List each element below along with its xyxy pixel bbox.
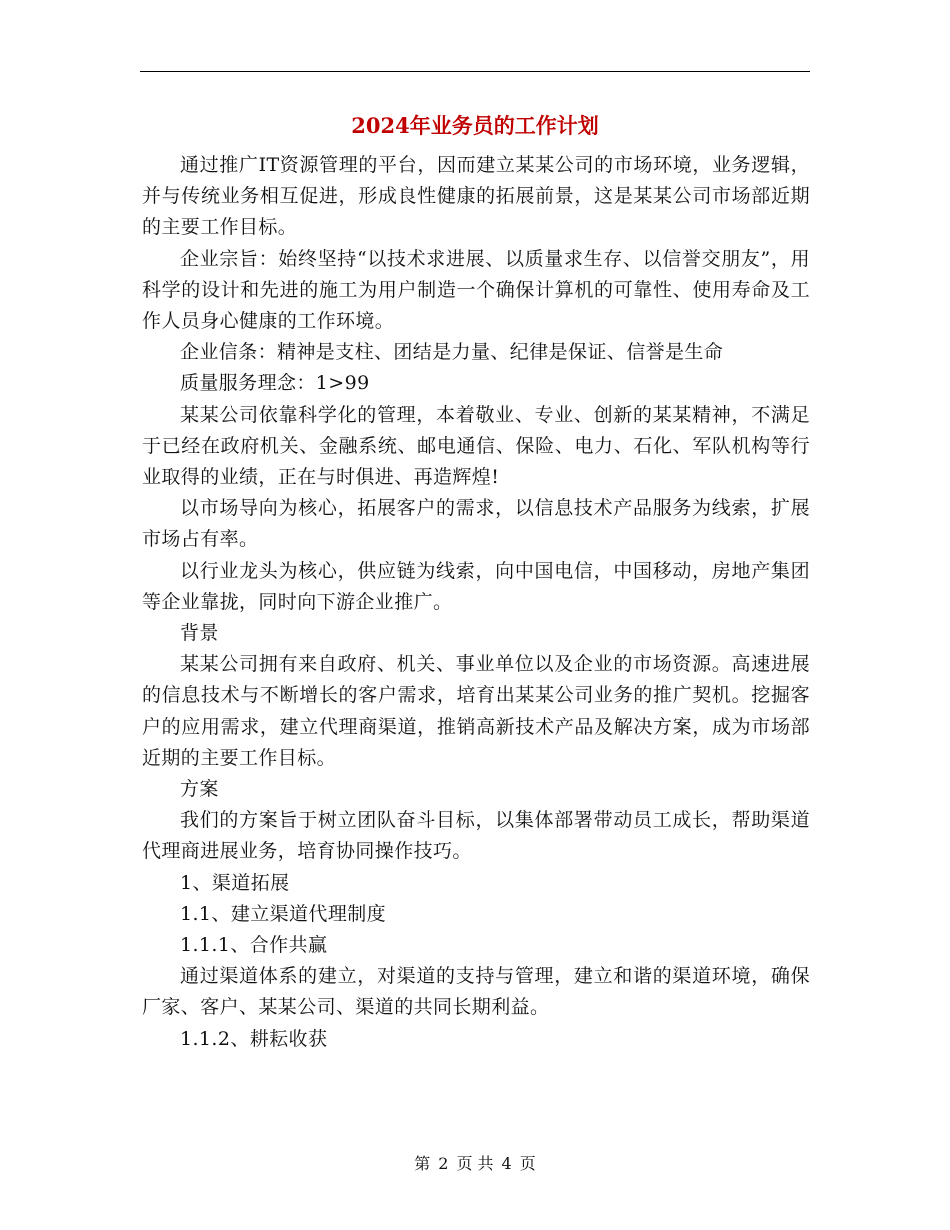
page-footer bbox=[0, 1152, 950, 1176]
paragraph: 质量服务理念：1>99 bbox=[180, 372, 370, 395]
paragraph: 企业宗旨：始终坚持“以技术求进展、以质量求生存、以信誉交朋友”，用科学的设计和先进的施工为用户制造一个确保计算机的可靠性、使用寿命及工作人员身心健康的工作环境。 bbox=[142, 247, 810, 333]
paragraph: 以市场导向为核心，拓展客户的需求，以信息技术产品服务为线索，扩展市场占有率。 bbox=[142, 497, 810, 551]
footer-prefix: 第 bbox=[414, 1154, 431, 1173]
paragraph: 某某公司依靠科学化的管理，本着敬业、专业、创新的某某精神，不满足于已经在政府机关、金融系统、邮电通信、保险、电力、石化、军队机构等行业取得的业绩，正在与时俱进、再造辉煌! bbox=[142, 403, 810, 489]
page-total: 4 bbox=[501, 1154, 512, 1173]
paragraph: 企业信条：精神是支柱、团结是力量、纪律是保证、信誉是生命 bbox=[180, 341, 724, 364]
footer-mid: 页 共 bbox=[456, 1154, 494, 1173]
document-title: 2024年业务员的工作计划 bbox=[351, 113, 599, 138]
section-heading: 1、渠道拓展 bbox=[180, 871, 290, 894]
footer-suffix: 页 bbox=[519, 1154, 536, 1173]
paragraph: 我们的方案旨于树立团队奋斗目标，以集体部署带动员工成长，帮助渠道代理商进展业务，培育协同操作技巧。 bbox=[142, 809, 810, 863]
section-heading: 背景 bbox=[180, 622, 219, 645]
paragraph: 某某公司拥有来自政府、机关、事业单位以及企业的市场资源。高速进展的信息技术与不断增长的客户需求，培育出某某公司业务的推广契机。挖掘客户的应用需求，建立代理商渠道，推销高新技术产品及解决方案，成为市场部近期的主要工作目标。 bbox=[142, 653, 810, 769]
paragraph: 通过渠道体系的建立，对渠道的支持与管理，建立和谐的渠道环境，确保厂家、客户、某某公司、渠道的共同长期利益。 bbox=[142, 965, 810, 1019]
page-number: 2 bbox=[438, 1154, 449, 1173]
header-rule bbox=[140, 71, 810, 72]
document-body bbox=[142, 150, 810, 1055]
section-heading: 方案 bbox=[180, 778, 219, 801]
paragraph: 通过推广IT资源管理的平台，因而建立某某公司的市场环境，业务逻辑，并与传统业务相互促进，形成良性健康的拓展前景，这是某某公司市场部近期的主要工作目标。 bbox=[142, 154, 810, 239]
paragraph: 以行业龙头为核心，供应链为线索，向中国电信，中国移动，房地产集团等企业靠拢，同时向下游企业推广。 bbox=[142, 559, 810, 613]
section-heading: 1.1.2、耕耘收获 bbox=[180, 1027, 328, 1050]
section-heading: 1.1.1、合作共赢 bbox=[180, 934, 328, 957]
section-heading: 1.1、建立渠道代理制度 bbox=[180, 902, 387, 925]
